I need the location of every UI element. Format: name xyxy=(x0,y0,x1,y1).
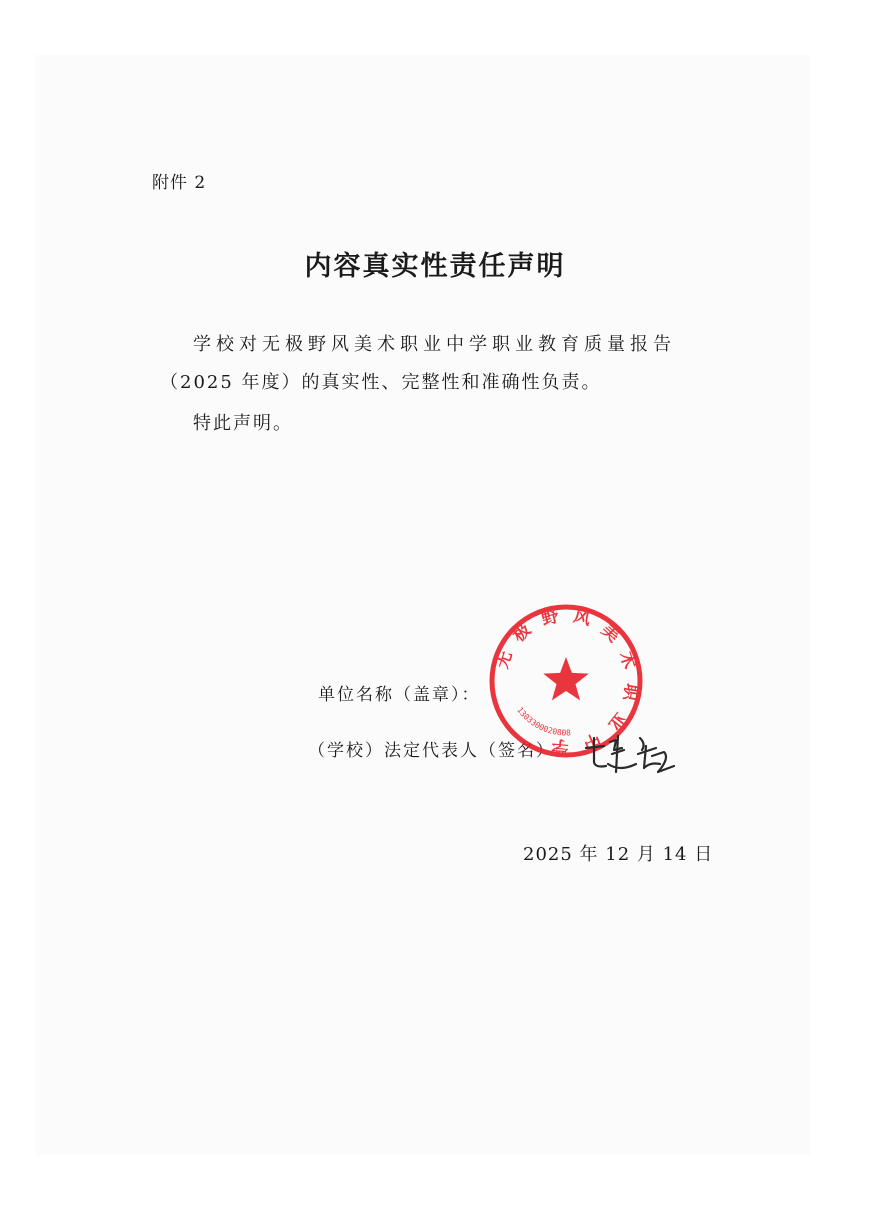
seal-text: 无极野风美术职业中学 xyxy=(492,606,642,757)
document-page xyxy=(35,55,810,1155)
body-paragraph-line-1: 学校对无极野风美术职业中学职业教育质量报告 xyxy=(193,334,676,355)
body-paragraph-line-2: （2025 年度）的真实性、完整性和准确性负责。 xyxy=(160,372,602,393)
seal-code: 1303300020808 xyxy=(515,705,572,738)
handwritten-signature xyxy=(580,728,680,778)
document-date: 2025 年 12 月 14 日 xyxy=(523,844,714,865)
attachment-label: 附件 2 xyxy=(152,173,207,193)
page-title: 内容真实性责任声明 xyxy=(304,251,566,282)
legal-representative-label: （学校）法定代表人（签名） xyxy=(308,741,555,761)
unit-name-label: 单位名称（盖章）： xyxy=(318,685,481,705)
star-icon xyxy=(543,657,589,700)
body-paragraph-line-3: 特此声明。 xyxy=(193,413,293,434)
